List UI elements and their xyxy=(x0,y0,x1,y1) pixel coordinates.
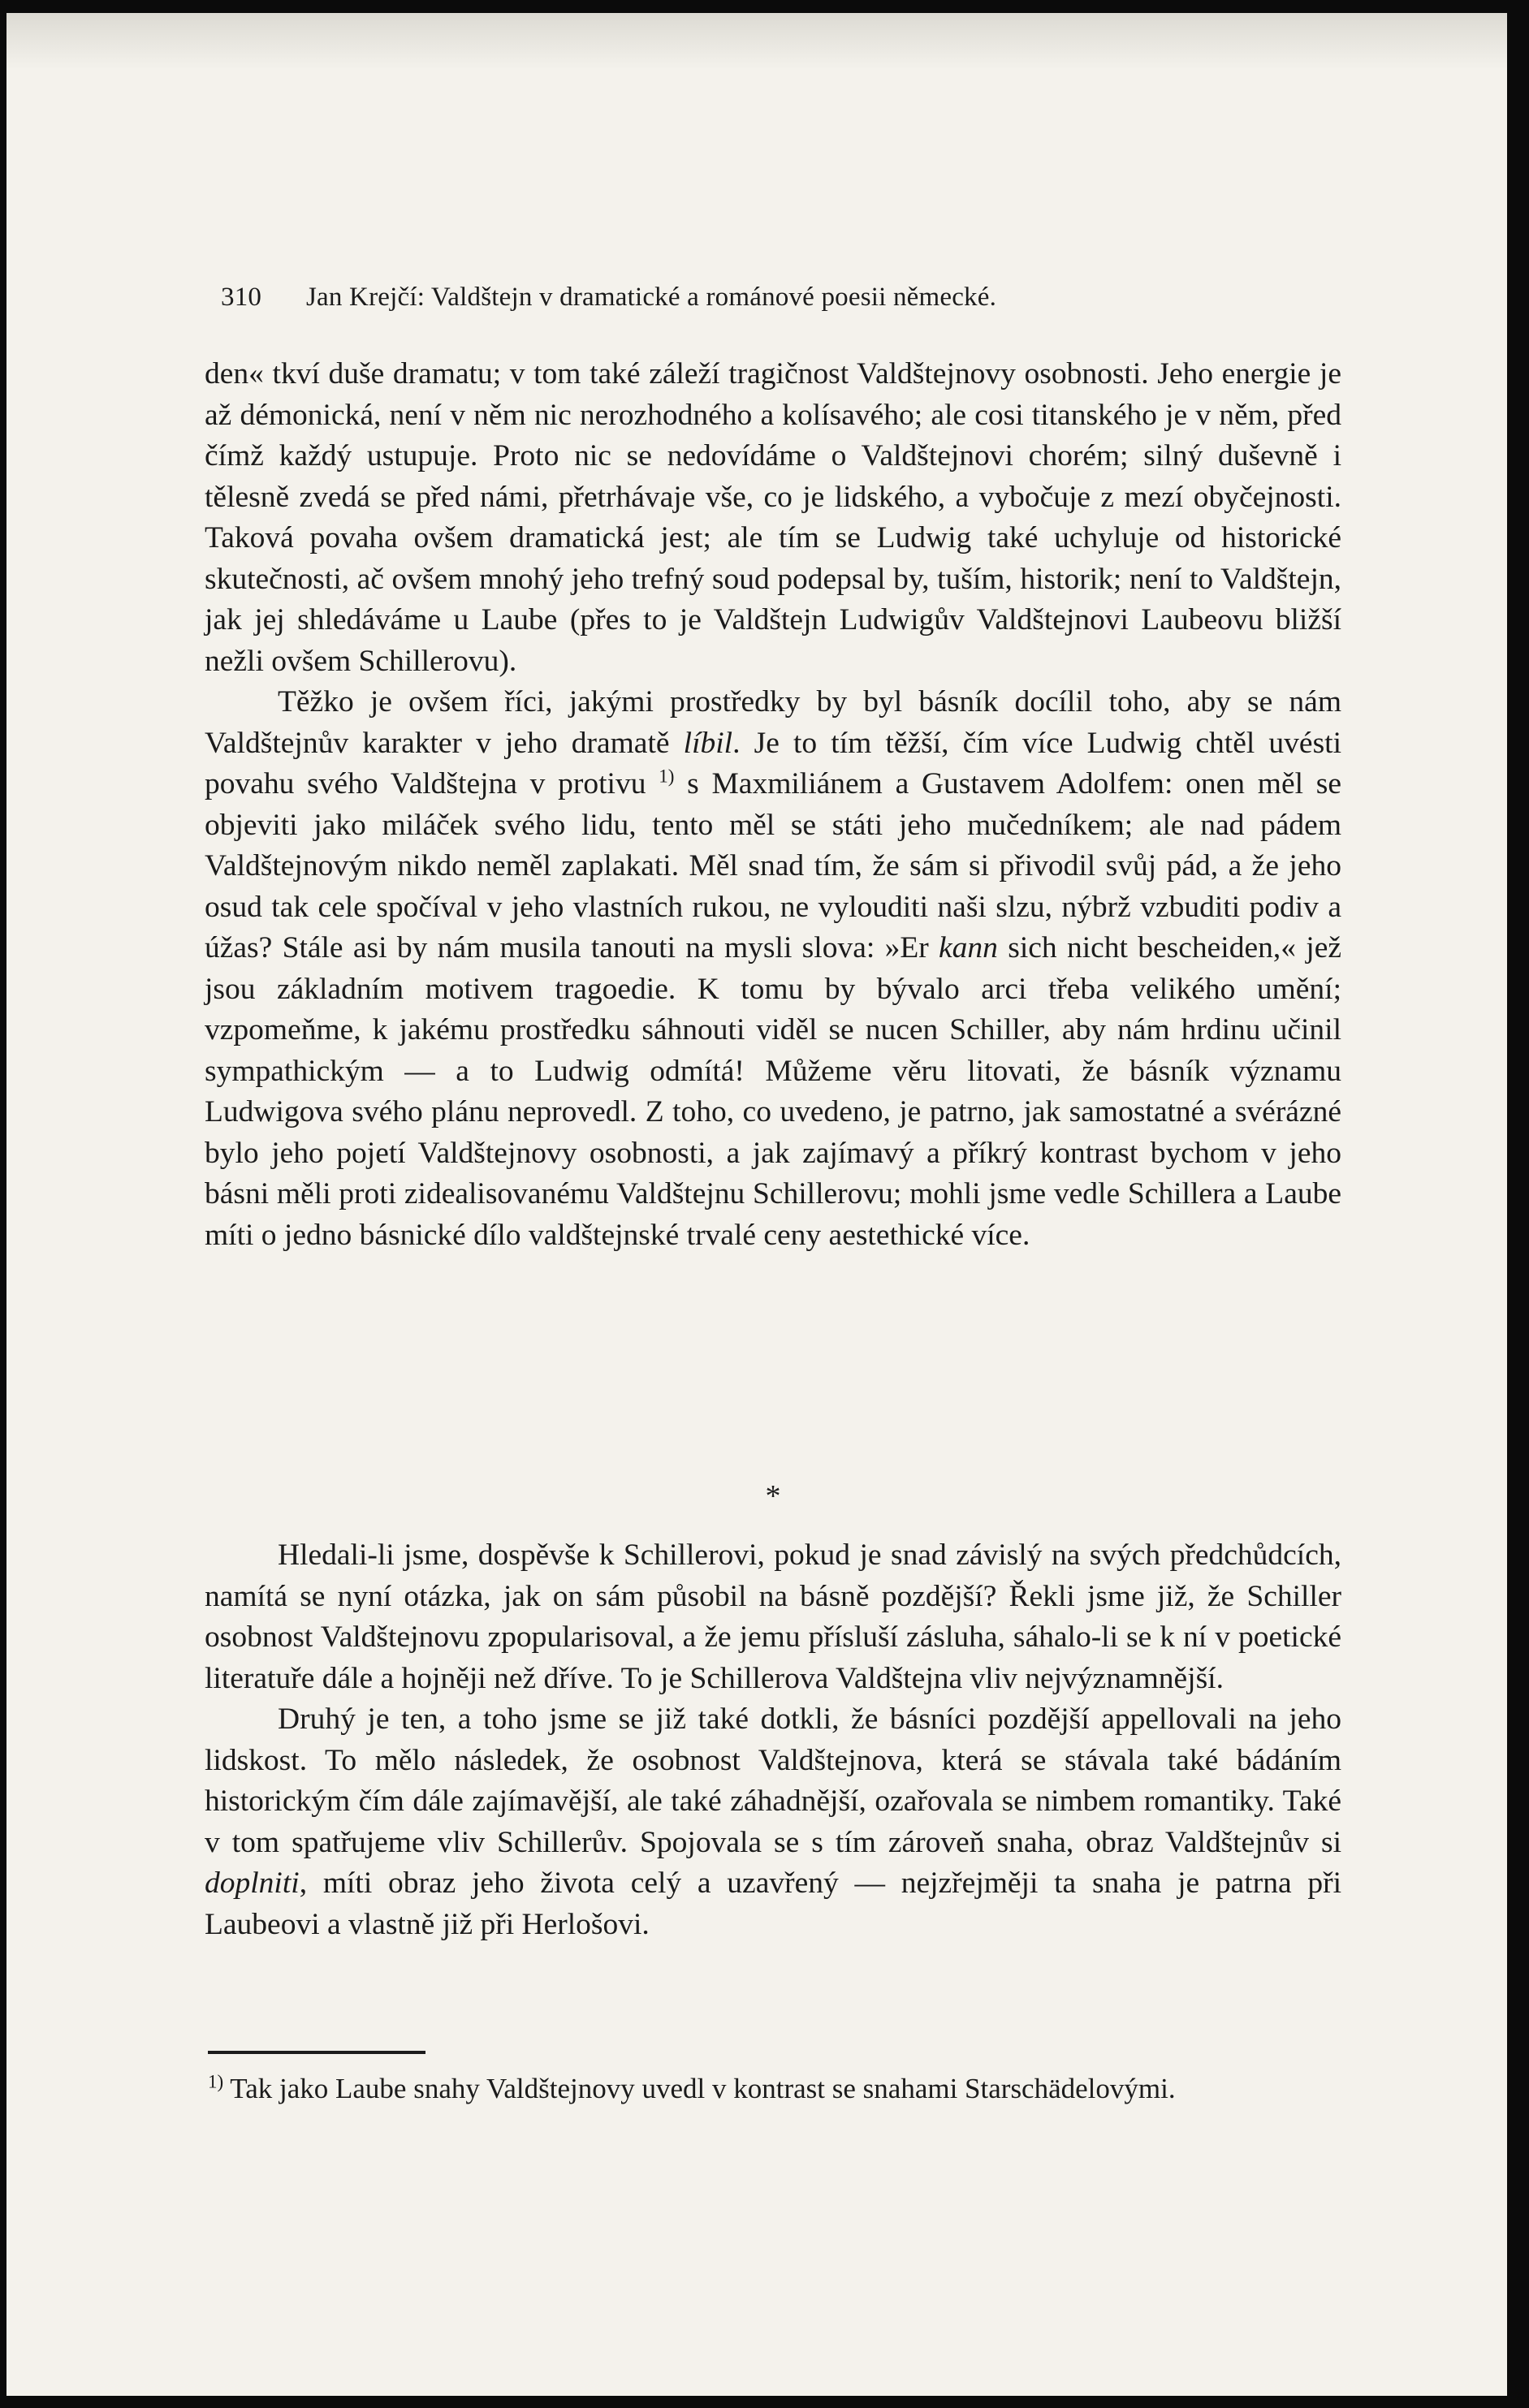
paragraph-3: Hledali-li jsme, dospěvše k Schillerovi, pokud je snad závislý na svých předchůdcích, namítá se nyní otázka, jak on sám působil na básně pozdější? Řekli jsme již, že Schiller osobnost Valdštejnovu zpopularisoval, a že jemu přísluší zásluha, sáhalo-li se k ní v poetické literatuře dále a hojněji než dříve. To je Schillerova Valdštejna vliv nejvýznamnější. xyxy=(205,1538,1341,1695)
footnote-divider xyxy=(208,2051,425,2054)
paragraph-1: den« tkví duše dramatu; v tom také záleží tragičnost Valdštejnovy osobnosti. Jeho energie je až démonická, není v něm nic nerozhodného a kolísavého; ale cosi titanského je v něm, před čímž každý ustupuje. Proto nic se nedovídáme o Valdštejnovi chorém; silný duševně i tělesně zvedá se před námi, přetrhávaje vše, co je lidského, a vybočuje z mezí obyčejnosti. Taková povaha ovšem dramatická jest; ale tím se Ludwig také uchyluje od historické skutečnosti, ač ovšem mnohý jeho trefný soud podepsal by, tuším, historik; není to Valdštejn, jak jej shledáváme u Laube (přes to je Valdštejn Ludwigův Valdštejnovi Laubeovu bližší nežli ovšem Schillerovu). xyxy=(205,357,1341,678)
body-text xyxy=(205,354,1341,1256)
paragraph-2: Těžko je ovšem říci, jakými prostředky by byl básník docílil toho, aby se nám Valdštejnův karakter v jeho dramatě líbil. Je to tím těžší, čím více Ludwig chtěl uvésti povahu svého Valdštejna v protivu $^{1)}$ s Maxmiliánem a Gustavem Adolfem: onen měl se objeviti jako miláček svého lidu, tento měl se státi jeho mučedníkem; ale nad pádem Valdštejnovým nikdo neměl zaplakati. Měl snad tím, že sám si přivodil svůj pád, a že jeho osud tak cele spočíval v jeho vlastních rukou, ne vylouditi naši slzu, nýbrž vzbuditi podiv a úžas? Stále asi by nám musila tanouti na mysli slova: »Er kann sich nicht bescheiden,« jež jsou základním motivem tragoedie. K tomu by bývalo arci třeba velikého umění; vzpomeňme, k jakému prostředku sáhnouti viděl se nucen Schiller, aby nám hrdinu učinil sympathickým — a to Ludwig odmítá! Můžeme věru litovati, že básník významu Ludwigova svého plánu neprovedl. Z toho, co uvedeno, je patrno, jak samostatné a svérázné bylo jeho pojetí Valdštejnovy osobnosti, a jak zajímavý a příkrý kontrast bychom v jeho básni měli proti zidealisovanému Valdštejnu Schillerovu; mohli jsme vedle Schillera a Laube míti o jedno básnické dílo valdštejnské trvalé ceny aestethické více. xyxy=(205,685,1341,1252)
section-separator: * xyxy=(765,1479,781,1513)
book-page xyxy=(6,13,1507,2396)
body-text-2 xyxy=(205,1535,1341,1945)
running-header xyxy=(221,283,996,313)
running-title: Jan Krejčí: Valdštejn v dramatické a románové poesii německé. xyxy=(306,283,997,312)
footnote: $^{1)}$ Tak jako Laube snahy Valdštejnovy uvedl v kontrast se snahami Starschädelovými. xyxy=(208,2071,1176,2104)
page-number: 310 xyxy=(221,283,262,312)
paragraph-4: Druhý je ten, a toho jsme se již také dotkli, že básníci pozdější appellovali na jeho lidskost. To mělo následek, že osobnost Valdštejnova, která se stávala také bádáním historickým čím dále zajímavější, ale také záhadnější, ozařovala se nimbem romantiky. Také v tom spatřujeme vliv Schillerův. Spojovala se s tím zároveň snaha, obraz Valdštejnův si doplniti, míti obraz jeho života celý a uzavřený — nejzřejměji ta snaha je patrna při Laubeovi a vlastně již při Herlošovi. xyxy=(205,1702,1341,1941)
footnote-ref: 1) xyxy=(659,766,675,787)
scan-border xyxy=(1507,13,1529,2408)
